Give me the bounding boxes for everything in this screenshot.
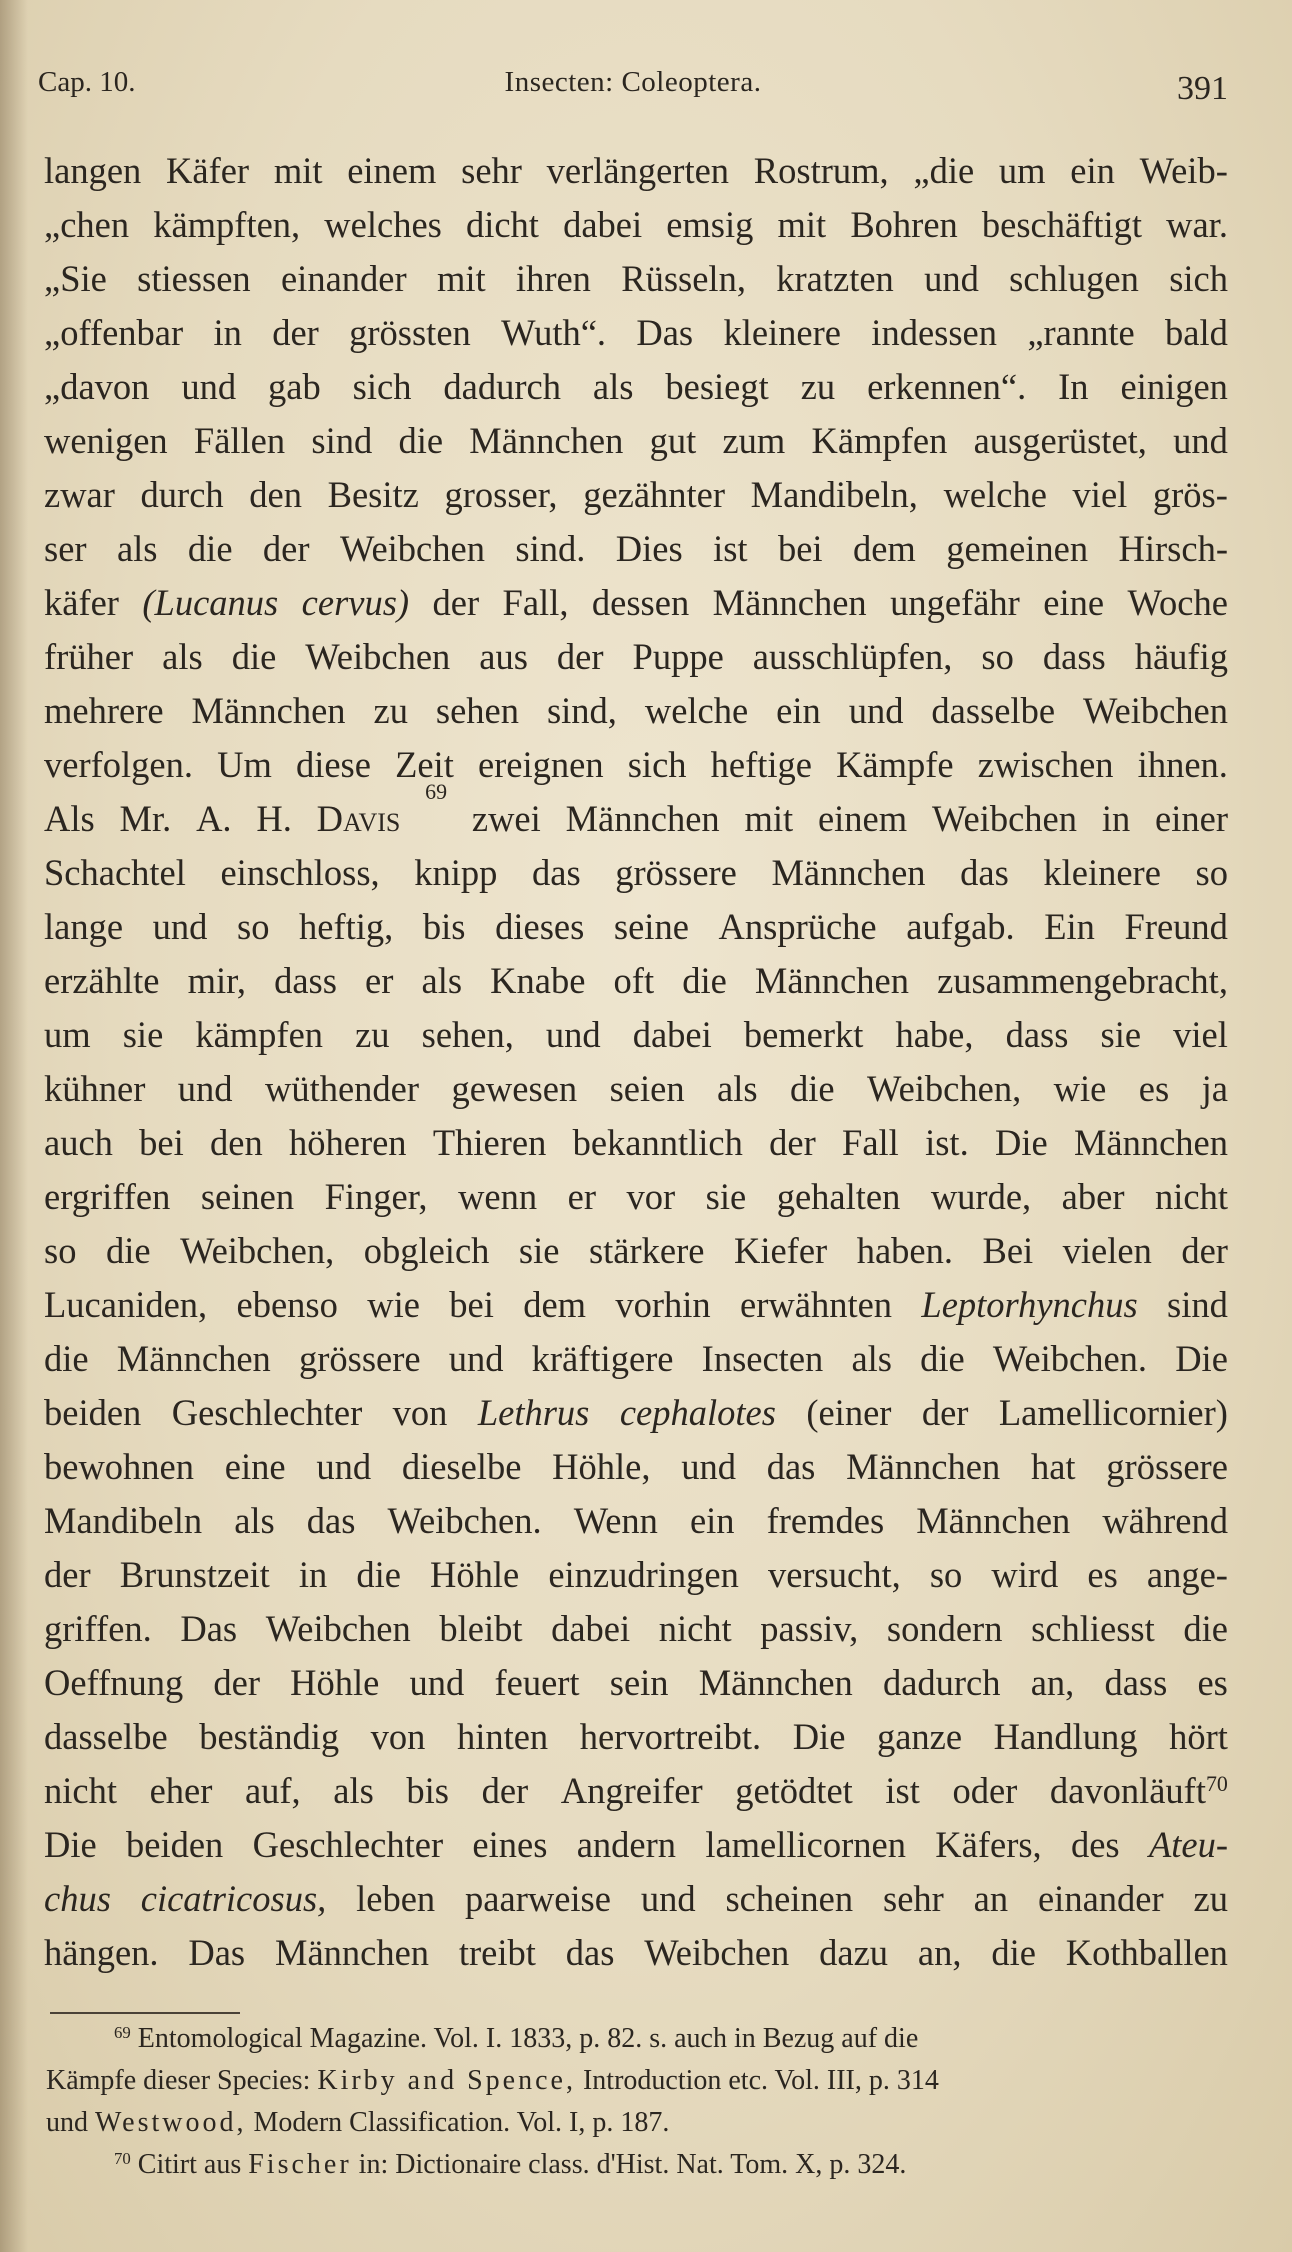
text-line-24: beiden Geschlechter von Lethrus cephalotes (einer der Lamellicornier) <box>44 1392 1228 1433</box>
text-line-32: Die beiden Geschlechter eines andern lamellicornen Käfers, des Ateu- <box>44 1824 1228 1865</box>
footnote-69-line-2: Kämpfe dieser Species: Kirby and Spence, Introduction etc. Vol. III, p. 314 <box>46 2065 939 2096</box>
text-line-6: wenigen Fällen sind die Männchen gut zum Kämpfen ausgerüstet, und <box>44 420 1228 461</box>
footnotes <box>46 2018 1236 2186</box>
text-line-9: käfer (Lucanus cervus) der Fall, dessen Männchen ungefähr eine Woche <box>44 582 1228 623</box>
footnote-rule <box>50 2012 240 2014</box>
text-line-22: Lucaniden, ebenso wie bei dem vorhin erwähnten Leptorhynchus sind <box>44 1284 1228 1325</box>
text-line-29: Oeffnung der Höhle und feuert sein Männchen dadurch an, dass es <box>44 1662 1228 1703</box>
text-line-18: kühner und wüthender gewesen seien als die Weibchen, wie es ja <box>44 1068 1228 1109</box>
text-line-30: dasselbe beständig von hinten hervortreibt. Die ganze Handlung hört <box>44 1716 1228 1757</box>
footnote-70: $^{70}$ Citirt aus Fischer in: Dictionaire class. d'Hist. Nat. Tom. X, p. 324. <box>114 2148 907 2180</box>
text-line-17: um sie kämpfen zu sehen, und dabei bemerkt habe, dass sie viel <box>44 1014 1228 1055</box>
footnote-69-line-3: und Westwood, Modern Classification. Vol. I, p. 187. <box>46 2107 670 2138</box>
text-line-15: lange und so heftig, bis dieses seine Ansprüche aufgab. Ein Freund <box>44 906 1228 947</box>
text-line-1: langen Käfer mit einem sehr verlängerten Rostrum, „die um ein Weib- <box>44 150 1228 191</box>
page-number: 391 <box>1177 70 1228 107</box>
text-line-20: ergriffen seinen Finger, wenn er vor sie gehalten wurde, aber nicht <box>44 1176 1228 1217</box>
text-line-3: „Sie stiessen einander mit ihren Rüsseln, kratzten und schlugen sich <box>44 258 1228 299</box>
text-line-28: griffen. Das Weibchen bleibt dabei nicht passiv, sondern schliesst die <box>44 1608 1228 1649</box>
footnote-69-line-1: $^{69}$ Entomological Magazine. Vol. I. 1833, p. 82. s. auch in Bezug auf die <box>114 2022 919 2054</box>
text-line-33: chus cicatricosus, leben paarweise und scheinen sehr an einander zu <box>44 1878 1228 1919</box>
text-line-11: mehrere Männchen zu sehen sind, welche ein und dasselbe Weibchen <box>44 690 1228 731</box>
text-line-4: „offenbar in der grössten Wuth“. Das kleinere indessen „rannte bald <box>44 312 1228 353</box>
text-line-5: „davon und gab sich dadurch als besiegt zu erkennen“. In einigen <box>44 366 1228 407</box>
text-line-2: „chen kämpften, welches dicht dabei emsig mit Bohren beschäftigt war. <box>44 204 1228 245</box>
chapter-label: Cap. 10. <box>38 66 136 98</box>
text-line-16: erzählte mir, dass er als Knabe oft die Männchen zusammengebracht, <box>44 960 1228 1001</box>
text-line-13: Als Mr. A. H. Davis 69 zwei Männchen mit einem Weibchen in einer <box>44 779 1228 839</box>
page-gutter-shadow <box>0 0 28 2252</box>
text-line-8: ser als die der Weibchen sind. Dies ist bei dem gemeinen Hirsch- <box>44 528 1228 569</box>
text-line-19: auch bei den höheren Thieren bekanntlich der Fall ist. Die Männchen <box>44 1122 1228 1163</box>
running-title: Insecten: Coleoptera. <box>504 66 762 98</box>
text-line-21: so die Weibchen, obgleich sie stärkere Kiefer haben. Bei vielen der <box>44 1230 1228 1271</box>
text-line-34: hängen. Das Männchen treibt das Weibchen dazu an, die Kothballen <box>44 1932 1228 1973</box>
text-line-12: verfolgen. Um diese Zeit ereignen sich heftige Kämpfe zwischen ihnen. <box>44 744 1228 785</box>
text-line-26: Mandibeln als das Weibchen. Wenn ein fremdes Männchen während <box>44 1500 1228 1541</box>
text-line-27: der Brunstzeit in die Höhle einzudringen versucht, so wird es ange- <box>44 1554 1228 1595</box>
text-line-7: zwar durch den Besitz grosser, gezähnter Mandibeln, welche viel grös- <box>44 474 1228 515</box>
body-text <box>44 144 1228 1980</box>
running-header <box>38 62 1228 112</box>
text-line-25: bewohnen eine und dieselbe Höhle, und das Männchen hat grössere <box>44 1446 1228 1487</box>
text-line-31: nicht eher auf, als bis der Angreifer getödtet ist oder davonläuft$^{70}$ <box>44 1770 1228 1811</box>
text-line-14: Schachtel einschloss, knipp das grössere Männchen das kleinere so <box>44 852 1228 893</box>
text-line-23: die Männchen grössere und kräftigere Insecten als die Weibchen. Die <box>44 1338 1228 1379</box>
text-line-10: früher als die Weibchen aus der Puppe ausschlüpfen, so dass häufig <box>44 636 1228 677</box>
